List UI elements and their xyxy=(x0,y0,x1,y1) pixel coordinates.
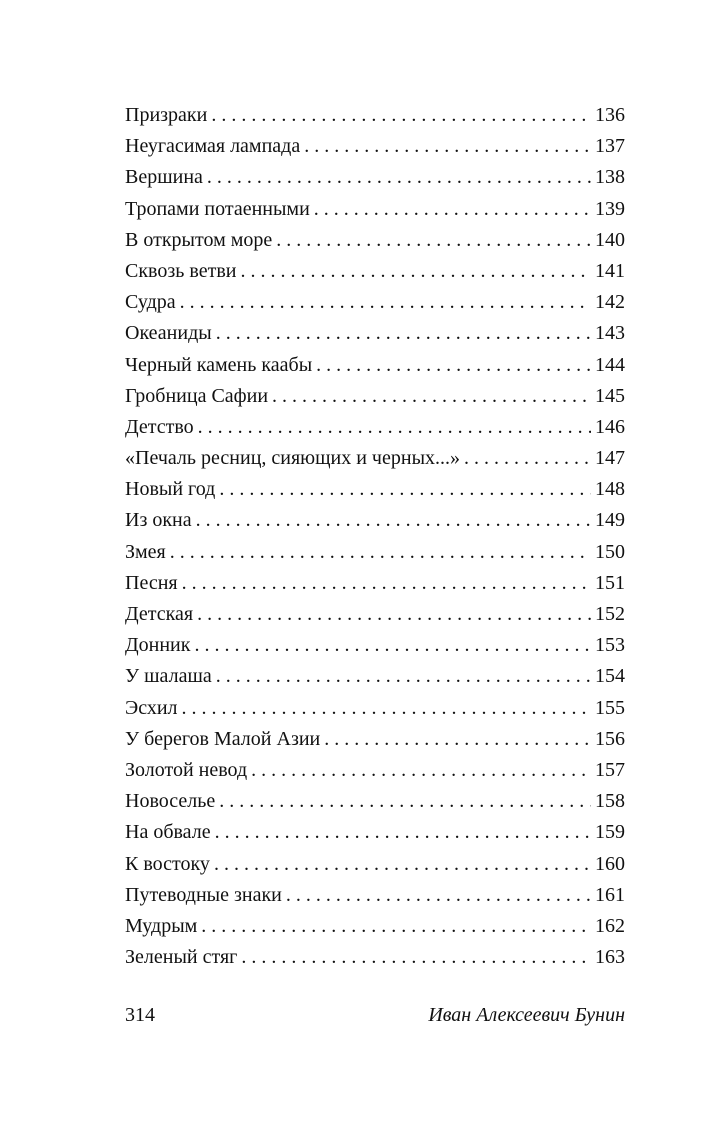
toc-entry-title: Черный камень каабы xyxy=(125,353,313,376)
toc-entry xyxy=(125,474,625,505)
toc-entry-page: 155 xyxy=(595,696,625,719)
toc-entry-title: Детство xyxy=(125,415,194,438)
toc-entry-page: 136 xyxy=(595,104,625,126)
toc-leader-dots xyxy=(182,568,591,599)
toc-entry-title: Донник xyxy=(125,634,191,657)
toc-entry xyxy=(125,194,625,225)
toc-entry-page: 146 xyxy=(595,415,625,438)
toc-entry-page: 139 xyxy=(595,197,625,220)
toc-entry xyxy=(125,724,625,755)
toc-entry-page: 148 xyxy=(595,478,625,501)
toc-entry-title: На обвале xyxy=(125,821,211,844)
toc-leader-dots xyxy=(219,474,591,505)
toc-entry xyxy=(125,942,625,973)
toc-leader-dots xyxy=(219,786,591,817)
toc-entry xyxy=(125,661,625,692)
table-of-contents xyxy=(125,100,625,973)
toc-entry-page: 160 xyxy=(595,852,625,875)
toc-leader-dots xyxy=(215,817,591,848)
toc-entry xyxy=(125,693,625,724)
toc-entry-page: 158 xyxy=(595,790,625,813)
toc-entry-page: 153 xyxy=(595,634,625,657)
toc-leader-dots xyxy=(464,443,591,474)
toc-entry xyxy=(125,381,625,412)
toc-leader-dots xyxy=(241,942,591,973)
toc-leader-dots xyxy=(201,911,591,942)
toc-entry-title: У берегов Малой Азии xyxy=(125,727,321,750)
toc-entry xyxy=(125,318,625,349)
toc-entry xyxy=(125,256,625,287)
toc-entry-page: 156 xyxy=(595,727,625,750)
footer-page-number: 314 xyxy=(125,1004,155,1026)
toc-leader-dots xyxy=(196,505,591,536)
toc-entry-title: Мудрым xyxy=(125,914,198,937)
toc-leader-dots xyxy=(180,287,591,318)
toc-entry xyxy=(125,599,625,630)
toc-entry-page: 152 xyxy=(595,603,625,625)
toc-leader-dots xyxy=(216,318,591,349)
toc-leader-dots xyxy=(207,162,591,193)
toc-entry-page: 138 xyxy=(595,166,625,189)
toc-leader-dots xyxy=(240,256,591,287)
toc-entry-title: Эсхил xyxy=(125,696,178,719)
page-footer xyxy=(125,1004,625,1027)
toc-leader-dots xyxy=(276,225,591,256)
toc-entry-title: Вершина xyxy=(125,166,203,189)
toc-entry xyxy=(125,412,625,443)
toc-leader-dots xyxy=(216,661,591,692)
toc-entry-title: Сквозь ветви xyxy=(125,259,237,282)
toc-entry-title: «Печаль ресниц, сияющих и черных...» xyxy=(125,447,460,470)
toc-entry-page: 141 xyxy=(595,259,625,282)
toc-entry xyxy=(125,568,625,599)
toc-entry-page: 163 xyxy=(595,946,625,969)
toc-entry-page: 149 xyxy=(595,509,625,532)
toc-entry xyxy=(125,162,625,193)
toc-leader-dots xyxy=(316,350,591,381)
toc-entry-title: Детская xyxy=(125,603,194,625)
toc-entry-title: Тропами потаенными xyxy=(125,197,310,220)
toc-entry-page: 150 xyxy=(595,540,625,563)
toc-entry-title: Зеленый стяг xyxy=(125,946,238,969)
toc-leader-dots xyxy=(182,693,592,724)
toc-leader-dots xyxy=(197,599,591,630)
toc-leader-dots xyxy=(198,412,591,443)
toc-entry xyxy=(125,849,625,880)
toc-entry xyxy=(125,755,625,786)
toc-entry-page: 143 xyxy=(595,322,625,345)
toc-entry-title: У шалаша xyxy=(125,665,212,688)
toc-leader-dots xyxy=(214,849,591,880)
toc-entry-title: Змея xyxy=(125,540,166,563)
toc-entry xyxy=(125,100,625,131)
toc-leader-dots xyxy=(211,100,591,131)
toc-leader-dots xyxy=(286,880,591,911)
toc-entry-page: 151 xyxy=(595,571,625,594)
toc-entry-page: 147 xyxy=(595,447,625,470)
toc-leader-dots xyxy=(314,194,591,225)
toc-entry-title: Гробница Сафии xyxy=(125,384,269,407)
toc-entry xyxy=(125,225,625,256)
toc-entry xyxy=(125,817,625,848)
toc-leader-dots xyxy=(304,131,591,162)
toc-entry-page: 137 xyxy=(595,135,625,158)
footer-author: Иван Алексеевич Бунин xyxy=(428,1004,625,1026)
toc-entry-page: 145 xyxy=(595,384,625,407)
toc-entry-title: Призраки xyxy=(125,104,208,126)
toc-entry-page: 162 xyxy=(595,914,625,937)
toc-leader-dots xyxy=(272,381,591,412)
toc-leader-dots xyxy=(170,537,591,568)
toc-entry-title: Песня xyxy=(125,571,178,594)
toc-entry-page: 144 xyxy=(595,353,625,376)
toc-entry-page: 159 xyxy=(595,821,625,844)
toc-leader-dots xyxy=(251,755,591,786)
toc-entry-page: 157 xyxy=(595,758,625,781)
toc-entry xyxy=(125,786,625,817)
toc-entry-title: Судра xyxy=(125,291,176,314)
toc-entry-title: Путеводные знаки xyxy=(125,883,282,906)
toc-entry xyxy=(125,505,625,536)
toc-entry-title: Неугасимая лампада xyxy=(125,135,301,158)
toc-entry-page: 142 xyxy=(595,291,625,314)
toc-entry xyxy=(125,630,625,661)
toc-entry-title: Новый год xyxy=(125,478,216,501)
toc-entry-title: Из окна xyxy=(125,509,192,532)
toc-entry-title: Новоселье xyxy=(125,790,216,813)
toc-entry-title: Океаниды xyxy=(125,322,212,345)
toc-entry xyxy=(125,287,625,318)
toc-entry-page: 154 xyxy=(595,665,625,688)
toc-entry-title: В открытом море xyxy=(125,228,273,251)
toc-entry-title: Золотой невод xyxy=(125,758,248,781)
toc-entry-page: 140 xyxy=(595,228,625,251)
toc-entry xyxy=(125,131,625,162)
toc-entry-page: 161 xyxy=(595,883,625,906)
toc-entry xyxy=(125,880,625,911)
toc-leader-dots xyxy=(194,630,591,661)
toc-entry-title: К востоку xyxy=(125,852,210,875)
toc-entry xyxy=(125,911,625,942)
toc-entry xyxy=(125,443,625,474)
toc-entry xyxy=(125,350,625,381)
toc-entry xyxy=(125,537,625,568)
toc-leader-dots xyxy=(324,724,591,755)
